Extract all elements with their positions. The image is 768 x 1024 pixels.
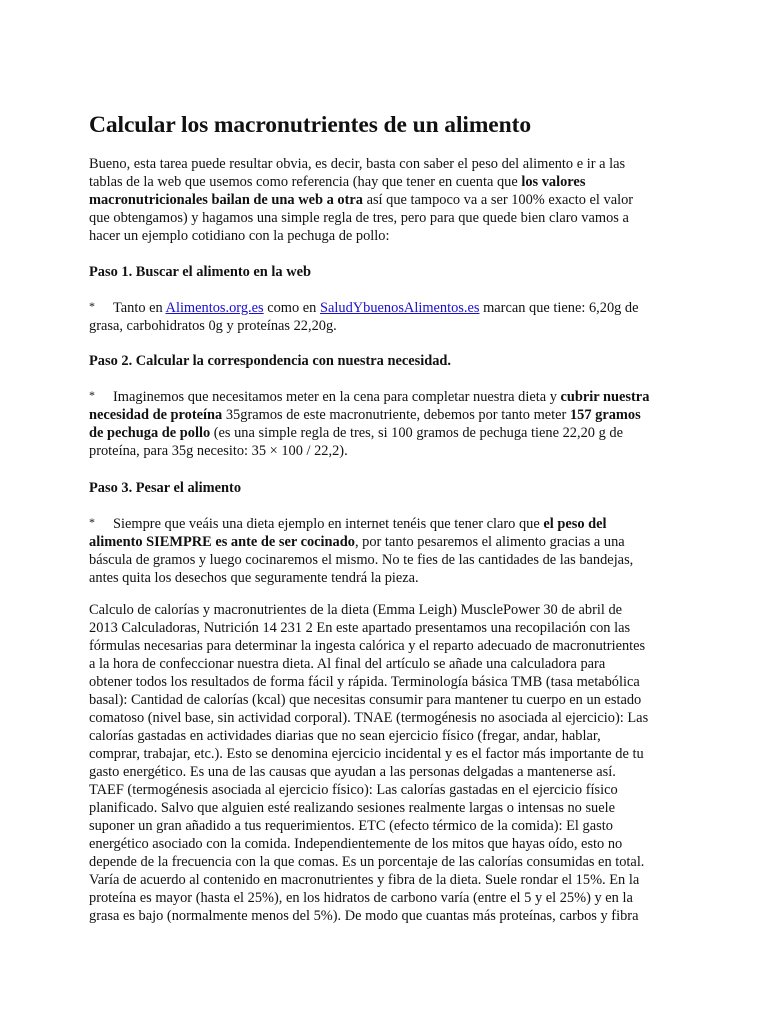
step-2-heading: Paso 2. Calcular la correspondencia con nuestra necesidad. bbox=[89, 353, 452, 369]
body-line: comatoso (nivel base, sin actividad corporal). TNAE (termogénesis no asociada al ejercicio): Las bbox=[89, 710, 649, 726]
bold-text: cubrir nuestra bbox=[560, 389, 650, 405]
body-line: grasa es bajo (normalmente menos del 5%). De modo que cuantas más proteínas, carbos y fibra bbox=[89, 908, 639, 924]
bold-text: necesidad de proteína bbox=[89, 407, 223, 423]
step-1-heading: Paso 1. Buscar el alimento en la web bbox=[89, 264, 311, 280]
body-line: energético asociado con la comida. Independientemente de los mitos que hayas oído, esto no bbox=[89, 836, 623, 852]
bold-text: de pechuga de pollo bbox=[89, 425, 211, 441]
body-line: depende de la frecuencia con la que comas. Es un porcentaje de las calorías consumidas en total. bbox=[89, 854, 645, 870]
intro-line: que obtengamos) y hagamos una simple regla de tres, pero para que quede bien claro vamos a bbox=[89, 210, 629, 226]
body-line: basal): Cantidad de calorías (kcal) que necesitas consumir para mantener tu cuerpo en un estado bbox=[89, 692, 642, 708]
intro-line: macronutricionales bailan de una web a otra así que tampoco va a ser 100% exacto el valor bbox=[89, 192, 634, 208]
body-paragraph bbox=[89, 601, 683, 925]
body-line: obtener todos los resultados de forma fácil y rápida. Terminología básica TMB (tasa metabólica bbox=[89, 674, 640, 690]
body-line: suponer un gran añadido a tus requerimientos. ETC (efecto térmico de la comida): El gasto bbox=[89, 818, 613, 834]
bold-text: el peso del bbox=[543, 516, 607, 532]
body-line: fórmulas necesarias para determinar la ingesta calórica y el reparto adecuado de macronutrientes bbox=[89, 638, 646, 654]
body-line: Varía de acuerdo al contenido en macronutrientes y fibra de la dieta. Suele rondar el 15%. En la bbox=[89, 872, 640, 888]
asterisk-bullet-icon: * bbox=[89, 515, 95, 529]
body-line: 2013 Calculadoras, Nutrición 14 231 2 En este apartado presentamos una recopilación con las bbox=[89, 620, 631, 636]
intro-line: Bueno, esta tarea puede resultar obvia, es decir, basta con saber el peso del alimento e ir a las bbox=[89, 156, 626, 172]
bullet-line: antes quita los desechos que seguramente tendrá la pieza. bbox=[89, 570, 419, 586]
body-line: TAEF (termogénesis asociada al ejercicio físico): Las calorías gastadas en el ejercicio físico bbox=[89, 782, 618, 798]
body-line: planificado. Salvo que alguien esté realizando sesiones realmente largas o intensas no suele bbox=[89, 800, 616, 816]
asterisk-bullet-icon: * bbox=[89, 299, 95, 313]
step-1-bullet: * Tanto en Alimentos.org.es como en SaludYbuenosAlimentos.es marcan que tiene: 6,20g de grasa, carbohidratos 0g y proteínas 22,20g. bbox=[89, 299, 683, 335]
intro-paragraph bbox=[89, 155, 683, 245]
page-title: Calcular los macronutrientes de un alimento bbox=[89, 112, 531, 138]
body-line: comprar, trabajar, etc.). Esto se denomina ejercicio incidental y es el factor más importante de tu bbox=[89, 746, 644, 762]
link-saludybuenosalimentos[interactable]: SaludYbuenosAlimentos.es bbox=[319, 300, 480, 316]
bold-text: alimento SIEMPRE es ante de ser cocinado bbox=[89, 534, 355, 550]
body-line: Calculo de calorías y macronutrientes de la dieta (Emma Leigh) MusclePower 30 de abril de bbox=[89, 602, 623, 618]
intro-line: hacer un ejemplo cotidiano con la pechuga de pollo: bbox=[89, 228, 390, 244]
asterisk-bullet-icon: * bbox=[89, 388, 95, 402]
step-2-bullet: * Imaginemos que necesitamos meter en la cena para completar nuestra dieta y cubrir nuestra necesidad de proteína 35gramos de este macronutriente, debemos por tanto meter 157 gramos de pechuga de pollo (es una simple regla de tres, si 100 gramos de pechuga tiene 22,20 g de proteína, para 35g necesito: 35 × 100 / 22,2). bbox=[89, 388, 683, 460]
body-line: gasto energético. Es una de las causas que ayudan a las personas delgadas a mantenerse así. bbox=[89, 764, 616, 780]
bullet-line: báscula de gramos y luego cocinaremos el mismo. No te fies de las cantidades de las bandejas, bbox=[89, 552, 634, 568]
bold-text: 157 gramos bbox=[569, 407, 641, 423]
body-line: proteína es mayor (hasta el 25%), en los hidratos de carbono varía (entre el 5 y el 25%) y en la bbox=[89, 890, 633, 906]
step-3-heading: Paso 3. Pesar el alimento bbox=[89, 480, 242, 496]
body-line: a la hora de confeccionar nuestra dieta. Al final del artículo se añade una calculadora para bbox=[89, 656, 606, 672]
body-line: calorías gastadas en actividades diarias que no sean ejercicio físico (fregar, andar, hablar, bbox=[89, 728, 601, 744]
bullet-line: grasa, carbohidratos 0g y proteínas 22,20g. bbox=[89, 318, 337, 334]
bold-text: macronutricionales bailan de una web a otra bbox=[89, 192, 363, 208]
link-alimentos[interactable]: Alimentos.org.es bbox=[165, 300, 264, 316]
step-3-bullet: * Siempre que veáis una dieta ejemplo en internet tenéis que tener claro que el peso del alimento SIEMPRE es ante de ser cocinado, por tanto pesaremos el alimento gracias a una báscula de gramos y luego cocinaremos el mismo. No te fies de las cantidades de las bandejas, antes quita los desechos que seguramente tendrá la pieza. bbox=[89, 515, 683, 587]
intro-line: tablas de la web que usemos como referencia (hay que tener en cuenta que los valores bbox=[89, 174, 586, 190]
bold-text: los valores bbox=[521, 174, 586, 190]
bullet-line: proteína, para 35g necesito: 35 × 100 / 22,2). bbox=[89, 443, 348, 459]
